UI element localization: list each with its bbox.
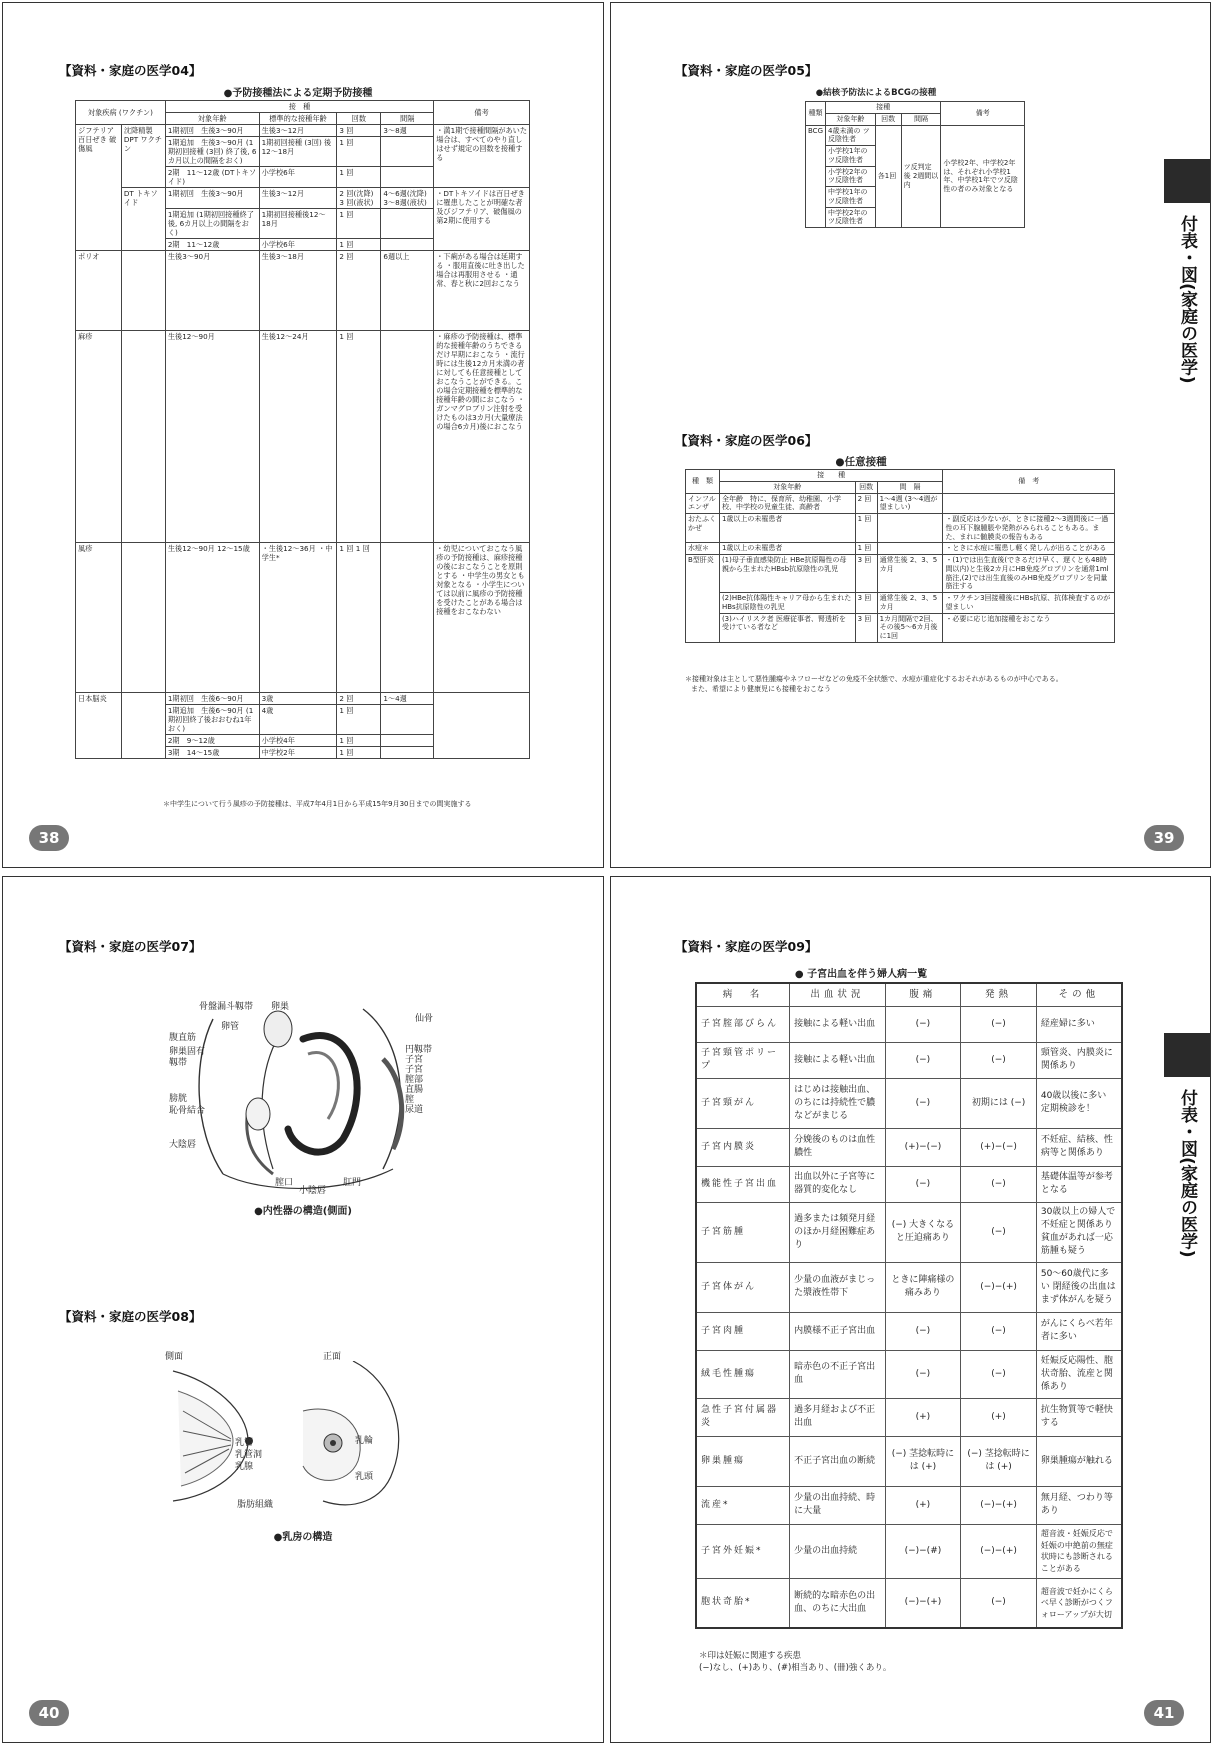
cell-interval — [381, 209, 434, 239]
label-bladder: 膀胱 — [169, 1094, 188, 1104]
cell-pain: (+) — [885, 1486, 961, 1524]
page-40 — [2, 876, 604, 1743]
cell-bleeding: はじめは接触出血、のちには持続性で膿などがまじる — [790, 1078, 886, 1128]
breast-labels — [235, 1437, 262, 1473]
cell-interval — [381, 735, 434, 747]
cell-bleeding: 接触による軽い出血 — [790, 1042, 886, 1078]
cell-age: 2期 9〜12歳 — [165, 735, 259, 747]
cell-bleeding: 過多または頻発月経のほか月経困難症あり — [790, 1202, 886, 1262]
cell-other: 基礎体温等が参考となる — [1036, 1166, 1122, 1202]
cell-count: 3 回 — [337, 125, 381, 137]
label-sacrum: 仙骨 — [415, 1014, 434, 1024]
cell-vaccine: 沈降精製 DPT ワクチン — [121, 125, 165, 188]
caption-06: ●任意接種 — [835, 456, 887, 468]
cell-count: 1 回 — [337, 705, 381, 735]
cell-fever: (−)−(+) — [961, 1524, 1037, 1578]
cell-age: 3期 14〜15歳 — [165, 747, 259, 759]
cell-disease: 子宮体がん — [696, 1262, 790, 1312]
cell-count: 3 回 — [855, 555, 877, 593]
cell-remarks: ・必要に応じ追加接種をおこなう — [943, 613, 1115, 642]
cell-other: 超音波・妊娠反応で妊娠の中絶前の無症状時にも診断されることがある — [1036, 1524, 1122, 1578]
cell-age: 1期初回 生後3〜90月 — [165, 125, 259, 137]
cell-interval: 3〜8週 — [381, 125, 434, 137]
table-row — [686, 543, 1115, 555]
table-row — [696, 1436, 1122, 1486]
side-label: 付表・図(家庭の医学) — [1177, 1089, 1197, 1258]
table-row — [686, 514, 1115, 543]
label-vaginal-opening: 膣口 — [275, 1178, 294, 1188]
cell-bleeding: 断続的な暗赤色の出血、のちに大出血 — [790, 1578, 886, 1628]
cell-disease: 子宮内膜炎 — [696, 1128, 790, 1166]
table-row — [696, 1128, 1122, 1166]
cell-interval — [381, 705, 434, 735]
optional-vaccination-table — [685, 469, 1115, 643]
caption-08: ●乳房の構造 — [273, 1532, 333, 1543]
cell-age: 小学校2年の ツ反陰性者 — [826, 166, 876, 187]
cell-disease: 子宮頸がん — [696, 1078, 790, 1128]
cell-fever: (−) — [961, 1006, 1037, 1042]
label-ovarian-ligament: 卵巣固有靱帯 — [169, 1047, 206, 1068]
table-row — [76, 693, 530, 705]
cell-bleeding: 少量の血液がまじった漿液性帯下 — [790, 1262, 886, 1312]
cell-bleeding: 接触による軽い出血 — [790, 1006, 886, 1042]
page-number: 38 — [29, 825, 69, 851]
cell-other: 40歳以後に多い 定期検診を！ — [1036, 1078, 1122, 1128]
cell-pain: (−) 大きくなると圧迫痛あり — [885, 1202, 961, 1262]
footnote-06a: ＊接種対象は主として悪性腫瘍やネフローゼなどの免疫不全状態で、水痘が重症化するおそれがあるものが中心である。 — [685, 675, 1063, 683]
cell-count: 1 回 — [337, 735, 381, 747]
table-row — [76, 251, 530, 331]
cell-disease: 風疹 — [76, 543, 122, 693]
cell-fever: (−)−(+) — [961, 1262, 1037, 1312]
cell-pain: (−)−(+) — [885, 1578, 961, 1628]
cell-disease: 流産* — [696, 1486, 790, 1524]
labels-right-column — [405, 1045, 439, 1115]
cell-bleeding: 不正子宮出血の断続 — [790, 1436, 886, 1486]
table-row — [686, 555, 1115, 593]
cell-age: 1歳以上の未罹患者 — [719, 514, 855, 543]
cell-age: 生後3〜90月 — [165, 251, 259, 331]
cell-other: 頸管炎、内膜炎に関係あり — [1036, 1042, 1122, 1078]
th-remarks: 備考 — [434, 101, 530, 125]
cell-age: 1期初回 生後3〜90月 — [165, 188, 259, 209]
th-count: 回数 — [855, 481, 877, 493]
th-fever: 発熱 — [961, 983, 1037, 1006]
cell-interval: 通常生後 2、3、5カ月 — [877, 555, 943, 593]
cell-fever: (−) 茎捻転時には (+) — [961, 1436, 1037, 1486]
breast-structure-diagram — [153, 1361, 433, 1511]
cell-remarks: ・(1)では出生直後(できるだけ早く、遅くとも48時間以内)と生後2カ月にHB免疫グロブリンを通常1ml筋注,(2)では出生直後のみHB免疫グロブリンを同量筋注する — [943, 555, 1115, 593]
caption-05: ●結核予防法によるBCGの接種 — [815, 88, 937, 98]
cell-count: 3 回 — [855, 593, 877, 614]
cell-vaccine — [121, 331, 165, 543]
cell-interval — [381, 331, 434, 543]
cell-pain: (−) — [885, 1350, 961, 1398]
th-remarks: 備考 — [941, 102, 1025, 126]
cell-pain: (−) — [885, 1078, 961, 1128]
cell-count: 1 回 1 回 — [337, 543, 381, 693]
cell-age: 2期 11〜12歳 (DTトキソイド) — [165, 167, 259, 188]
cell-remarks: ・DTトキソイドは百日ぜきに罹患したことが明確な者及びジフテリア、破傷風の第2期に使用する — [434, 188, 530, 251]
cell-pain: (+) — [885, 1398, 961, 1436]
label-suspensory-ligament: 骨盤漏斗靱帯 — [199, 1002, 254, 1012]
table-row — [686, 493, 1115, 514]
cell-pain: (−) — [885, 1312, 961, 1350]
label-rectus-abdominis: 腹直筋 — [169, 1033, 197, 1043]
label-urethra: 尿道 — [405, 1105, 424, 1115]
cell-count: 2 回 — [337, 251, 381, 331]
cell-interval: 通常生後 2、3、5カ月 — [877, 593, 943, 614]
cell-interval: 1〜4週 — [381, 693, 434, 705]
cell-age: (1)母子垂直感染防止 HBe抗原陽性の母親から生まれたHBsb抗原陰性の乳児 — [719, 555, 855, 593]
table-row — [696, 1166, 1122, 1202]
table-row — [696, 1042, 1122, 1078]
cell-interval: ツ反判定後 2週間以内 — [901, 125, 941, 228]
cell-std: 1期初回接種 (3回) 後12〜18月 — [259, 137, 337, 167]
cell-disease: 子宮肉腫 — [696, 1312, 790, 1350]
label-rectum: 直腸 — [405, 1085, 424, 1095]
th-vaccination: 接 種 — [719, 470, 942, 482]
th-kind: 種類 — [806, 102, 826, 126]
cell-std: 生後3〜12月 — [259, 125, 337, 137]
table-row — [696, 1524, 1122, 1578]
cell-kind: B型肝炎 — [686, 555, 720, 643]
cell-std: 生後3〜12月 — [259, 188, 337, 209]
table-row — [696, 1006, 1122, 1042]
cell-disease: 絨毛性腫瘍 — [696, 1350, 790, 1398]
label-vagina: 膣 — [405, 1095, 415, 1105]
cell-fever: (+) — [961, 1398, 1037, 1436]
section-title-04: 【資料・家庭の医学04】 — [59, 63, 202, 78]
cell-vaccine — [121, 693, 165, 759]
cell-interval — [381, 239, 434, 251]
th-remarks: 備 考 — [943, 470, 1115, 494]
th-disease-name: 病 名 — [696, 983, 790, 1006]
cell-bleeding: 暗赤色の不正子宮出血 — [790, 1350, 886, 1398]
footnote-09b: (−)なし、(+)あり、(#)相当あり、(卌)強くあり。 — [699, 1663, 892, 1673]
cell-disease: 子宮頸管ポリープ — [696, 1042, 790, 1078]
table-row — [686, 613, 1115, 642]
routine-vaccination-table — [75, 100, 530, 759]
cell-remarks: ・ときに水痘に罹患し軽く発しんが出ることがある — [943, 543, 1115, 555]
cell-disease: 子宮筋腫 — [696, 1202, 790, 1262]
side-label: 付表・図(家庭の医学) — [1177, 215, 1197, 384]
cell-disease: 卵巣腫瘍 — [696, 1436, 790, 1486]
cell-age: 1期追加 生後6〜90月 (1期初回終了後おおむね1年おく) — [165, 705, 259, 735]
bcg-table — [805, 101, 1025, 228]
cell-other: 30歳以上の婦人で不妊症と関係あり 貧血があれば一応筋腫も疑う — [1036, 1202, 1122, 1262]
cell-other: 無月経、つわり等あり — [1036, 1486, 1122, 1524]
footnote-06b: また、希望により健康児にも接種をおこなう — [691, 685, 831, 693]
footnote-04: ＊中学生について行う風疹の予防接種は、平成7年4月1日から平成15年9月30日までの間実施する — [163, 800, 472, 808]
cell-pain: (−) — [885, 1006, 961, 1042]
cell-count: 2 回 — [855, 493, 877, 514]
label-labia-minora: 小陰唇 — [299, 1186, 327, 1196]
label-front-view: 正面 — [323, 1352, 342, 1362]
table-row — [696, 1262, 1122, 1312]
label-nipple: 乳頭 — [355, 1472, 374, 1482]
cell-kind: インフルエンザ — [686, 493, 720, 514]
cell-remarks: ・満1期で接種間隔があいた場合は、すべてのやり直しはせず規定の回数を接種する — [434, 125, 530, 188]
cell-count: 2 回 — [337, 693, 381, 705]
cell-pain: (−) — [885, 1166, 961, 1202]
cell-age: 小学校1年の ツ反陰性者 — [826, 146, 876, 167]
label-cervix: 膣部 — [405, 1075, 424, 1085]
th-age: 対象年齢 — [719, 481, 855, 493]
label-uterus: 子宮 — [405, 1055, 424, 1065]
table-row — [696, 1350, 1122, 1398]
table-row — [76, 331, 530, 543]
cell-pain: (+)−(−) — [885, 1128, 961, 1166]
cell-interval — [381, 747, 434, 759]
cell-age: 4歳未満の ツ反陰性者 — [826, 125, 876, 146]
label-milk-duct: 乳管 — [235, 1438, 254, 1448]
page-39 — [610, 2, 1211, 868]
cell-bleeding: 分娩後のものは血性膿性 — [790, 1128, 886, 1166]
cell-other: 卵巣腫瘍が触れる — [1036, 1436, 1122, 1486]
table-row — [696, 1078, 1122, 1128]
cell-bleeding: 過多月経および不正出血 — [790, 1398, 886, 1436]
th-age: 対象年齢 — [826, 113, 876, 125]
page-number: 39 — [1144, 825, 1184, 851]
cell-interval: 1カ月間隔で2回、その後5〜6カ月後に1回 — [877, 613, 943, 642]
cell-interval: 6週以上 — [381, 251, 434, 331]
label-lactiferous-sinus: 乳管洞 — [235, 1450, 263, 1460]
th-interval: 間隔 — [901, 113, 941, 125]
cell-count: 2 回(沈降) 3 回(液状) — [337, 188, 381, 209]
cell-age: 1期追加 (1期初回接種終了後, 6カ月以上の間隔をおく) — [165, 209, 259, 239]
label-areola: 乳輪 — [355, 1436, 374, 1446]
cell-std: 4歳 — [259, 705, 337, 735]
table-row — [806, 125, 1025, 146]
cell-std: 小学校6年 — [259, 167, 337, 188]
cell-disease: 子宮腟部びらん — [696, 1006, 790, 1042]
cell-std: 3歳 — [259, 693, 337, 705]
table-row — [696, 1486, 1122, 1524]
page-38 — [2, 2, 604, 868]
th-vaccination: 接種 — [826, 102, 941, 114]
cell-count: 3 回 — [855, 613, 877, 642]
table-row — [696, 1398, 1122, 1436]
th-disease: 対象疾病 (ワクチン) — [76, 101, 166, 125]
cell-age: 生後12〜90月 12〜15歳 — [165, 543, 259, 693]
side-tab-marker — [1164, 1033, 1210, 1077]
cell-disease: 日本脳炎 — [76, 693, 122, 759]
th-count: 回数 — [875, 113, 901, 125]
th-count: 回数 — [337, 113, 381, 125]
table-row — [76, 543, 530, 693]
cell-age: 2期 11〜12歳 — [165, 239, 259, 251]
cell-count: 1 回 — [337, 239, 381, 251]
cell-disease: ジフテリア 百日ぜき 破傷風 — [76, 125, 122, 251]
cell-interval: 4〜6週(沈降) 3〜8週(液状) — [381, 188, 434, 209]
label-adipose-tissue: 脂肪組織 — [237, 1500, 274, 1510]
cell-disease: 機能性子宮出血 — [696, 1166, 790, 1202]
cell-std: ・生後12〜36月 ・中学生* — [259, 543, 337, 693]
cell-std: 生後3〜18月 — [259, 251, 337, 331]
cell-other: 妊娠反応陽性、胞状奇胎、流産と関係あり — [1036, 1350, 1122, 1398]
cell-std: 生後12〜24月 — [259, 331, 337, 543]
cell-remarks: ・幼児についておこなう風疹の予防接種は、麻疹接種の後におこなうことを原則とする ・中学生の男女とも対象となる ・小学生については以前に風疹の予防接種を受けたことがある場合は接種をおこなわない — [434, 543, 530, 693]
cell-fever: (−) — [961, 1042, 1037, 1078]
cell-bleeding: 少量の出血持続、時に大量 — [790, 1486, 886, 1524]
cell-fever: (+)−(−) — [961, 1128, 1037, 1166]
cell-kind: おたふくかぜ — [686, 514, 720, 543]
cell-remarks: ・ワクチン3回接種後にHBs抗原、抗体検査するのが望ましい — [943, 593, 1115, 614]
section-title-06: 【資料・家庭の医学06】 — [675, 433, 818, 448]
cell-vaccine: DT トキソイド — [121, 188, 165, 251]
th-interval: 間隔 — [381, 113, 434, 125]
cell-pain: ときに陣痛様の痛みあり — [885, 1262, 961, 1312]
label-pubic-symphysis: 恥骨結合 — [169, 1106, 206, 1116]
th-kind: 種 類 — [686, 470, 720, 494]
page-number: 40 — [29, 1700, 69, 1726]
cell-fever: (−) — [961, 1166, 1037, 1202]
cell-std: 小学校4年 — [259, 735, 337, 747]
cell-count: 1 回 — [855, 514, 877, 543]
cell-interval — [381, 167, 434, 188]
caption-09: ● 子宮出血を伴う婦人病一覧 — [794, 969, 928, 980]
label-anus: 肛門 — [343, 1178, 362, 1188]
side-tab-marker — [1164, 159, 1210, 203]
cell-bleeding: 内膜様不正子宮出血 — [790, 1312, 886, 1350]
section-title-07: 【資料・家庭の医学07】 — [59, 939, 202, 954]
cell-pain: (−) 茎捻転時には (+) — [885, 1436, 961, 1486]
cell-age: 生後12〜90月 — [165, 331, 259, 543]
th-std-age: 標準的な接種年齢 — [259, 113, 337, 125]
cell-age: (2)HBe抗体陽性キャリア母から生まれたHBs抗原陰性の乳児 — [719, 593, 855, 614]
section-title-05: 【資料・家庭の医学05】 — [675, 63, 818, 78]
label-mammary-gland: 乳腺 — [235, 1462, 254, 1472]
cell-other: 超音波で妊かにくらべ早く診断がつくフォローアップが大切 — [1036, 1578, 1122, 1628]
cell-other: 不妊症、結核、性病等と関係あり — [1036, 1128, 1122, 1166]
cell-pain: (−) — [885, 1042, 961, 1078]
table-row — [696, 1578, 1122, 1628]
th-interval: 間 隔 — [877, 481, 943, 493]
cell-other: 抗生物質等で軽快する — [1036, 1398, 1122, 1436]
cell-remarks — [943, 493, 1115, 514]
page-number: 41 — [1144, 1700, 1184, 1726]
cell-other: 50〜60歳代に多い 閉経後の出血はまず体がんを疑う — [1036, 1262, 1122, 1312]
cell-fever: 初期には (−) — [961, 1078, 1037, 1128]
cell-vaccine — [121, 543, 165, 693]
cell-count: 1 回 — [855, 543, 877, 555]
cell-count: 各1回 — [875, 125, 901, 228]
table-row — [696, 1312, 1122, 1350]
cell-remarks: ・下痢がある場合は延期する ・服用直後に吐き出した場合は再服用させる ・通常、春と秋に2回おこなう — [434, 251, 530, 331]
cell-std: 小学校6年 — [259, 239, 337, 251]
cell-remarks: ・麻疹の予防接種は、標準的な接種年齢のうちできるだけ早期におこなう ・流行時には生後12カ月未満の者に対しても任意接種としておこなうことができる。この場合定期接種を標準的な接種年齢の間におこなう ・ガンマグロブリン注射を受けたものは3カ月(大量療法の場合6カ月)後におこなう — [434, 331, 530, 543]
cell-age: 中学校2年の ツ反陰性者 — [826, 207, 876, 228]
th-age: 対象年齢 — [165, 113, 259, 125]
cell-age: 1期初回 生後6〜90月 — [165, 693, 259, 705]
cell-age: 中学校1年の ツ反陰性者 — [826, 187, 876, 208]
section-title-08: 【資料・家庭の医学08】 — [59, 1309, 202, 1324]
table-row — [76, 125, 530, 137]
cell-age: (3)ハイリスク者 医療従事者、腎透析を受けている者など — [719, 613, 855, 642]
cell-interval — [877, 514, 943, 543]
cell-other: 経産婦に多い — [1036, 1006, 1122, 1042]
th-vaccination: 接 種 — [165, 101, 433, 113]
th-bleeding: 出血状況 — [790, 983, 886, 1006]
table-row — [696, 1202, 1122, 1262]
label-uterus-2: 子宮 — [405, 1065, 424, 1075]
cell-age: 1歳以上の未罹患者 — [719, 543, 855, 555]
cell-disease: 子宮外妊娠* — [696, 1524, 790, 1578]
uterine-bleeding-table — [695, 982, 1123, 1629]
cell-count: 1 回 — [337, 747, 381, 759]
caption-07: ●内性器の構造(側面) — [254, 1206, 352, 1217]
table-row — [76, 188, 530, 209]
cell-fever: (−) — [961, 1202, 1037, 1262]
cell-count: 1 回 — [337, 209, 381, 239]
cell-remarks: 小学校2年、中学校2年は、それぞれ小学校1年、中学校1年でツ反陰性の者のみ対象となる — [941, 125, 1025, 228]
cell-fever: (−)−(+) — [961, 1486, 1037, 1524]
cell-fever: (−) — [961, 1312, 1037, 1350]
label-labia-majora: 大陰唇 — [169, 1140, 197, 1150]
cell-other: がんにくらべ若年者に多い — [1036, 1312, 1122, 1350]
table-row — [686, 593, 1115, 614]
cell-interval — [381, 137, 434, 167]
cell-age: 全年齢 特に、保育所、幼稚園、小学校、中学校の児童生徒、高齢者 — [719, 493, 855, 514]
cell-remarks: ・副反応は少ないが、ときに接種2〜3週間後に一過性の耳下腺腫脹や発熱がみられることもある。また、まれに髄膜炎の報告もある — [943, 514, 1115, 543]
cell-remarks — [434, 693, 530, 759]
cell-count: 1 回 — [337, 137, 381, 167]
cell-count: 1 回 — [337, 331, 381, 543]
cell-std: 中学校2年 — [259, 747, 337, 759]
cell-kind: BCG — [806, 125, 826, 228]
cell-interval — [381, 543, 434, 693]
cell-fever: (−) — [961, 1350, 1037, 1398]
label-side-view: 側面 — [165, 1352, 184, 1362]
th-abdominal-pain: 腹痛 — [885, 983, 961, 1006]
cell-disease: 急性子宮付属器炎 — [696, 1398, 790, 1436]
cell-bleeding: 少量の出血持続 — [790, 1524, 886, 1578]
cell-disease: ポリオ — [76, 251, 122, 331]
cell-count: 1 回 — [337, 167, 381, 188]
footnote-09a: ＊印は妊娠に関連する疾患 — [699, 1651, 802, 1661]
cell-interval: 1〜4週 (3〜4週が望ましい) — [877, 493, 943, 514]
cell-vaccine — [121, 251, 165, 331]
label-round-ligament: 円靱帯 — [405, 1045, 433, 1055]
label-fallopian-tube: 卵管 — [221, 1022, 240, 1032]
cell-interval — [877, 543, 943, 555]
cell-std: 1期初回接種後12〜18月 — [259, 209, 337, 239]
label-ovary: 卵巣 — [271, 1002, 290, 1012]
cell-disease: 胞状奇胎* — [696, 1578, 790, 1628]
cell-disease: 麻疹 — [76, 331, 122, 543]
cell-bleeding: 出血以外に子宮等に器質的変化なし — [790, 1166, 886, 1202]
page-41 — [610, 876, 1211, 1743]
cell-kind: 水痘＊ — [686, 543, 720, 555]
section-title-09: 【資料・家庭の医学09】 — [675, 939, 818, 954]
caption-04: ●予防接種法による定期予防接種 — [223, 88, 373, 99]
th-other: その他 — [1036, 983, 1122, 1006]
cell-pain: (−)−(#) — [885, 1524, 961, 1578]
cell-age: 1期追加 生後3〜90月 (1期初回接種 (3回) 終了後, 6カ月以上の間隔をおく) — [165, 137, 259, 167]
cell-fever: (−) — [961, 1578, 1037, 1628]
